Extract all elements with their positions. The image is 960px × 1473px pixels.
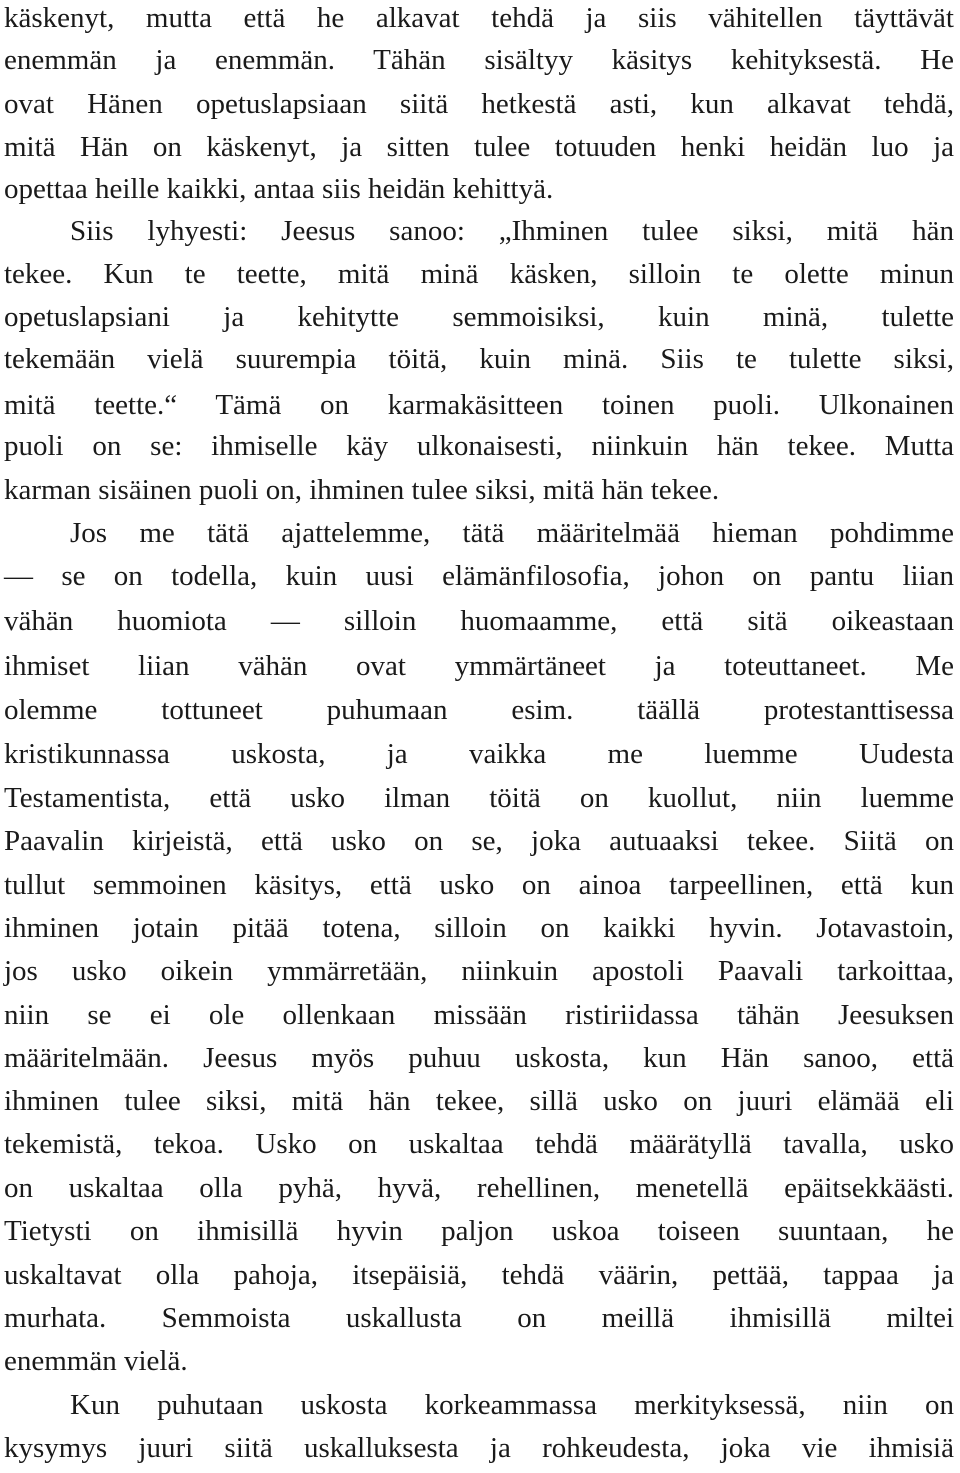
text-line: mitä Hän on käskenyt, ja sitten tulee totuuden henki heidän luo ja [4,131,954,163]
text-line: Testamentista, että usko ilman töitä on kuollut, niin luemme [4,782,954,814]
text-line: jos usko oikein ymmärretään, niinkuin apostoli Paavali tarkoittaa, [4,955,954,987]
text-line: kysymys juuri siitä uskalluksesta ja rohkeudesta, joka vie ihmisiä [4,1432,954,1464]
text-line: Tietysti on ihmisillä hyvin paljon uskoa toiseen suuntaan, he [4,1215,954,1247]
text-line: niin se ei ole ollenkaan missään ristiriidassa tähän Jeesuksen [4,999,954,1031]
text-line: — se on todella, kuin uusi elämänfilosofia, johon on pantu liian [4,560,954,592]
text-line: Kun puhutaan uskosta korkeammassa merkityksessä, niin on [70,1389,954,1421]
text-line: kristikunnassa uskosta, ja vaikka me luemme Uudesta [4,738,954,770]
text-line: Siis lyhyesti: Jeesus sanoo: „Ihminen tulee siksi, mitä hän [70,215,954,247]
text-line: olemme tottuneet puhumaan esim. täällä protestanttisessa [4,694,954,726]
text-line: määritelmään. Jeesus myös puhuu uskosta, kun Hän sanoo, että [4,1042,954,1074]
text-line: Jos me tätä ajattelemme, tätä määritelmää hieman pohdimme [70,517,954,549]
text-line: tekee. Kun te teette, mitä minä käsken, silloin te olette minun [4,258,954,290]
text-line: puoli on se: ihmiselle käy ulkonaisesti, niinkuin hän tekee. Mutta [4,430,954,462]
text-line: ihmiset liian vähän ovat ymmärtäneet ja toteuttaneet. Me [4,650,954,682]
text-line: ihminen jotain pitää totena, silloin on kaikki hyvin. Jotavastoin, [4,912,954,944]
text-line: tekemään vielä suurempia töitä, kuin minä. Siis te tulette siksi, [4,343,954,375]
text-line: on uskaltaa olla pyhä, hyvä, rehellinen, menetellä epäitsekkäästi. [4,1172,954,1204]
text-line: opetuslapsiani ja kehitytte semmoisiksi, kuin minä, tulette [4,301,954,333]
text-line: opettaa heille kaikki, antaa siis heidän kehittyä. [4,173,554,205]
text-line: tullut semmoinen käsitys, että usko on ainoa tarpeellinen, että kun [4,869,954,901]
text-line: käskenyt, mutta että he alkavat tehdä ja siis vähitellen täyttävät [4,2,954,34]
text-line: vähän huomiota — silloin huomaamme, että sitä oikeastaan [4,605,954,637]
text-line: mitä teette.“ Tämä on karmakäsitteen toinen puoli. Ulkonainen [4,389,954,421]
text-line: murhata. Semmoista uskallusta on meillä ihmisillä miltei [4,1302,954,1334]
text-line: karman sisäinen puoli on, ihminen tulee siksi, mitä hän tekee. [4,474,720,506]
text-line: uskaltavat olla pahoja, itsepäisiä, tehdä väärin, pettää, tappaa ja [4,1259,954,1291]
text-line: enemmän ja enemmän. Tähän sisältyy käsitys kehityksestä. He [4,44,954,76]
text-line: tekemistä, tekoa. Usko on uskaltaa tehdä määrätyllä tavalla, usko [4,1128,954,1160]
text-line: enemmän vielä. [4,1345,188,1377]
text-line: ihminen tulee siksi, mitä hän tekee, sillä usko on juuri elämää eli [4,1085,954,1117]
text-line: ovat Hänen opetuslapsiaan siitä hetkestä asti, kun alkavat tehdä, [4,88,954,120]
text-line: Paavalin kirjeistä, että usko on se, joka autuaaksi tekee. Siitä on [4,825,954,857]
